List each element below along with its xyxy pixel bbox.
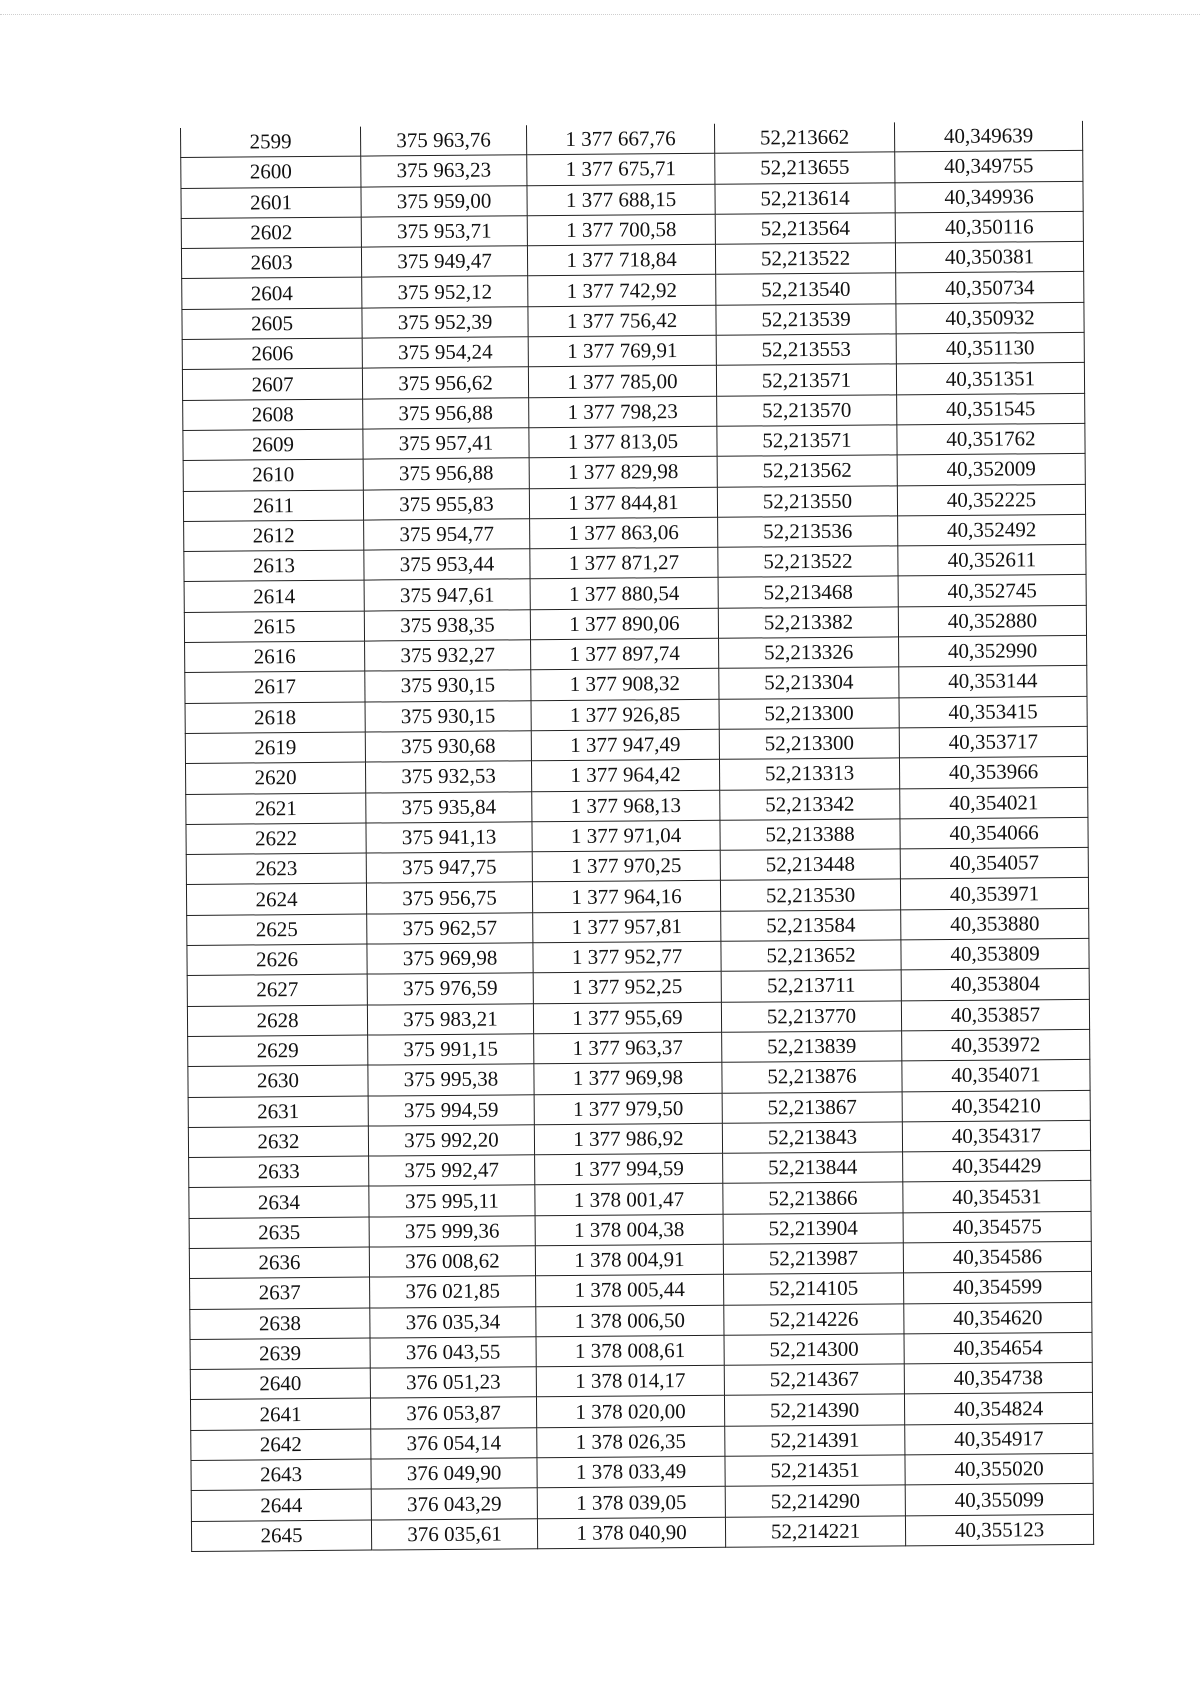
- coordinates-table-body: [180, 121, 1093, 1551]
- point-number-cell: 2615: [184, 611, 364, 643]
- latitude-cell: 52,213522: [718, 546, 898, 578]
- y-coordinate-cell: 1 378 033,49: [537, 1456, 725, 1488]
- longitude-cell: 40,354071: [902, 1060, 1090, 1092]
- x-coordinate-cell: 376 049,90: [371, 1458, 537, 1490]
- latitude-cell: 52,214221: [725, 1516, 905, 1548]
- latitude-cell: 52,213614: [715, 182, 895, 214]
- point-number-cell: 2613: [184, 550, 364, 582]
- longitude-cell: 40,354824: [904, 1393, 1092, 1425]
- y-coordinate-cell: 1 378 020,00: [536, 1396, 724, 1428]
- y-coordinate-cell: 1 378 001,47: [535, 1184, 723, 1216]
- point-number-cell: 2626: [187, 944, 367, 976]
- longitude-cell: 40,353857: [901, 999, 1089, 1031]
- point-number-cell: 2628: [187, 1005, 367, 1037]
- x-coordinate-cell: 375 953,44: [364, 549, 530, 581]
- point-number-cell: 2640: [190, 1368, 370, 1400]
- y-coordinate-cell: 1 377 964,16: [532, 881, 720, 913]
- y-coordinate-cell: 1 377 947,49: [531, 729, 719, 761]
- point-number-cell: 2619: [185, 732, 365, 764]
- point-number-cell: 2603: [181, 247, 361, 279]
- y-coordinate-cell: 1 377 798,23: [529, 396, 717, 428]
- x-coordinate-cell: 375 952,12: [362, 276, 528, 308]
- latitude-cell: 52,213553: [716, 334, 896, 366]
- scan-edge-line: [0, 14, 1200, 15]
- latitude-cell: 52,213300: [719, 698, 899, 730]
- longitude-cell: 40,354317: [902, 1120, 1090, 1152]
- latitude-cell: 52,213655: [715, 152, 895, 184]
- latitude-cell: 52,213342: [720, 788, 900, 820]
- x-coordinate-cell: 376 051,23: [370, 1367, 536, 1399]
- latitude-cell: 52,213662: [714, 122, 894, 153]
- y-coordinate-cell: 1 377 926,85: [531, 699, 719, 731]
- latitude-cell: 52,213382: [718, 607, 898, 639]
- point-number-cell: 2633: [189, 1156, 369, 1188]
- point-number-cell: 2643: [191, 1459, 371, 1491]
- y-coordinate-cell: 1 377 952,25: [533, 972, 721, 1004]
- point-number-cell: 2601: [181, 187, 361, 219]
- y-coordinate-cell: 1 378 026,35: [537, 1426, 725, 1458]
- y-coordinate-cell: 1 377 813,05: [529, 426, 717, 458]
- x-coordinate-cell: 375 995,11: [369, 1185, 535, 1217]
- x-coordinate-cell: 375 932,53: [365, 761, 531, 793]
- x-coordinate-cell: 375 995,38: [368, 1064, 534, 1096]
- latitude-cell: 52,213987: [723, 1243, 903, 1275]
- y-coordinate-cell: 1 377 769,91: [528, 335, 716, 367]
- x-coordinate-cell: 375 947,75: [366, 852, 532, 884]
- point-number-cell: 2621: [186, 793, 366, 825]
- latitude-cell: 52,214300: [724, 1334, 904, 1366]
- y-coordinate-cell: 1 378 004,91: [535, 1244, 723, 1276]
- point-number-cell: 2612: [184, 520, 364, 552]
- y-coordinate-cell: 1 377 963,37: [534, 1032, 722, 1064]
- table-row: [191, 1514, 1093, 1551]
- x-coordinate-cell: 376 021,85: [370, 1276, 536, 1308]
- longitude-cell: 40,350381: [895, 242, 1083, 274]
- y-coordinate-cell: 1 377 897,74: [531, 638, 719, 670]
- latitude-cell: 52,213876: [722, 1061, 902, 1093]
- y-coordinate-cell: 1 377 675,71: [527, 154, 715, 186]
- latitude-cell: 52,213904: [723, 1213, 903, 1245]
- point-number-cell: 2637: [190, 1277, 370, 1309]
- longitude-cell: 40,353804: [901, 969, 1089, 1001]
- x-coordinate-cell: 375 938,35: [364, 610, 530, 642]
- point-number-cell: 2617: [185, 671, 365, 703]
- longitude-cell: 40,355020: [905, 1453, 1093, 1485]
- longitude-cell: 40,354620: [904, 1302, 1092, 1334]
- y-coordinate-cell: 1 378 014,17: [536, 1365, 724, 1397]
- y-coordinate-cell: 1 377 968,13: [532, 790, 720, 822]
- point-number-cell: 2642: [191, 1429, 371, 1461]
- longitude-cell: 40,355123: [905, 1514, 1093, 1546]
- longitude-cell: 40,354021: [900, 787, 1088, 819]
- x-coordinate-cell: 375 999,36: [369, 1215, 535, 1247]
- latitude-cell: 52,214367: [724, 1364, 904, 1396]
- latitude-cell: 52,213540: [716, 273, 896, 305]
- y-coordinate-cell: 1 378 008,61: [536, 1335, 724, 1367]
- longitude-cell: 40,354654: [904, 1332, 1092, 1364]
- point-number-cell: 2636: [189, 1247, 369, 1279]
- point-number-cell: 2605: [182, 308, 362, 340]
- longitude-cell: 40,354575: [903, 1211, 1091, 1243]
- point-number-cell: 2614: [184, 581, 364, 613]
- longitude-cell: 40,354531: [903, 1181, 1091, 1213]
- latitude-cell: 52,213584: [721, 910, 901, 942]
- point-number-cell: 2600: [181, 156, 361, 188]
- coordinates-table: [180, 121, 1094, 1552]
- y-coordinate-cell: 1 378 006,50: [536, 1305, 724, 1337]
- latitude-cell: 52,213304: [719, 667, 899, 699]
- point-number-cell: 2618: [185, 702, 365, 734]
- longitude-cell: 40,352745: [898, 575, 1086, 607]
- longitude-cell: 40,354066: [900, 817, 1088, 849]
- y-coordinate-cell: 1 377 844,81: [529, 487, 717, 519]
- latitude-cell: 52,214351: [725, 1455, 905, 1487]
- x-coordinate-cell: 375 956,62: [362, 367, 528, 399]
- x-coordinate-cell: 376 043,55: [370, 1337, 536, 1369]
- latitude-cell: 52,213866: [723, 1182, 903, 1214]
- y-coordinate-cell: 1 377 969,98: [534, 1062, 722, 1094]
- x-coordinate-cell: 376 054,14: [371, 1428, 537, 1460]
- y-coordinate-cell: 1 377 970,25: [532, 850, 720, 882]
- longitude-cell: 40,353971: [900, 878, 1088, 910]
- x-coordinate-cell: 375 949,47: [361, 246, 527, 278]
- y-coordinate-cell: 1 377 700,58: [527, 214, 715, 246]
- latitude-cell: 52,214290: [725, 1485, 905, 1517]
- latitude-cell: 52,213530: [720, 879, 900, 911]
- longitude-cell: 40,354586: [903, 1241, 1091, 1273]
- longitude-cell: 40,353966: [899, 757, 1087, 789]
- latitude-cell: 52,213562: [717, 455, 897, 487]
- y-coordinate-cell: 1 377 908,32: [531, 669, 719, 701]
- point-number-cell: 2629: [188, 1035, 368, 1067]
- y-coordinate-cell: 1 377 871,27: [530, 547, 718, 579]
- y-coordinate-cell: 1 377 863,06: [530, 517, 718, 549]
- x-coordinate-cell: 375 930,68: [365, 731, 531, 763]
- y-coordinate-cell: 1 377 890,06: [530, 608, 718, 640]
- x-coordinate-cell: 376 035,61: [371, 1518, 537, 1550]
- x-coordinate-cell: 375 932,27: [365, 640, 531, 672]
- y-coordinate-cell: 1 378 040,90: [537, 1517, 725, 1549]
- x-coordinate-cell: 375 957,41: [363, 428, 529, 460]
- x-coordinate-cell: 375 991,15: [368, 1034, 534, 1066]
- latitude-cell: 52,213388: [720, 819, 900, 851]
- longitude-cell: 40,352492: [898, 514, 1086, 546]
- y-coordinate-cell: 1 377 688,15: [527, 184, 715, 216]
- y-coordinate-cell: 1 377 952,77: [533, 941, 721, 973]
- latitude-cell: 52,213550: [717, 485, 897, 517]
- x-coordinate-cell: 375 955,83: [363, 488, 529, 520]
- latitude-cell: 52,213839: [722, 1031, 902, 1063]
- longitude-cell: 40,352880: [898, 605, 1086, 637]
- point-number-cell: 2630: [188, 1065, 368, 1097]
- latitude-cell: 52,213652: [721, 940, 901, 972]
- longitude-cell: 40,355099: [905, 1484, 1093, 1516]
- longitude-cell: 40,351130: [896, 332, 1084, 364]
- latitude-cell: 52,213770: [721, 1000, 901, 1032]
- y-coordinate-cell: 1 377 957,81: [533, 911, 721, 943]
- longitude-cell: 40,353144: [899, 666, 1087, 698]
- latitude-cell: 52,214226: [724, 1303, 904, 1335]
- point-number-cell: 2609: [183, 429, 363, 461]
- point-number-cell: 2604: [182, 278, 362, 310]
- longitude-cell: 40,352990: [899, 635, 1087, 667]
- latitude-cell: 52,213571: [716, 364, 896, 396]
- latitude-cell: 52,213300: [719, 728, 899, 760]
- latitude-cell: 52,213711: [721, 970, 901, 1002]
- x-coordinate-cell: 376 043,29: [371, 1488, 537, 1520]
- longitude-cell: 40,351762: [897, 423, 1085, 455]
- y-coordinate-cell: 1 377 880,54: [530, 578, 718, 610]
- latitude-cell: 52,214105: [724, 1273, 904, 1305]
- point-number-cell: 2631: [188, 1096, 368, 1128]
- x-coordinate-cell: 375 994,59: [368, 1094, 534, 1126]
- latitude-cell: 52,213536: [718, 516, 898, 548]
- y-coordinate-cell: 1 377 742,92: [528, 275, 716, 307]
- x-coordinate-cell: 375 976,59: [367, 973, 533, 1005]
- x-coordinate-cell: 376 035,34: [370, 1306, 536, 1338]
- x-coordinate-cell: 375 963,23: [361, 155, 527, 187]
- y-coordinate-cell: 1 378 004,38: [535, 1214, 723, 1246]
- longitude-cell: 40,353880: [901, 908, 1089, 940]
- latitude-cell: 52,213571: [717, 425, 897, 457]
- longitude-cell: 40,351545: [897, 393, 1085, 425]
- y-coordinate-cell: 1 377 964,42: [531, 760, 719, 792]
- x-coordinate-cell: 375 941,13: [366, 822, 532, 854]
- point-number-cell: 2620: [185, 762, 365, 794]
- x-coordinate-cell: 375 962,57: [367, 912, 533, 944]
- point-number-cell: 2608: [183, 399, 363, 431]
- point-number-cell: 2611: [183, 490, 363, 522]
- point-number-cell: 2599: [180, 127, 360, 158]
- longitude-cell: 40,354738: [904, 1363, 1092, 1395]
- y-coordinate-cell: 1 377 829,98: [529, 457, 717, 489]
- longitude-cell: 40,353809: [901, 938, 1089, 970]
- longitude-cell: 40,349639: [894, 121, 1082, 152]
- longitude-cell: 40,354057: [900, 848, 1088, 880]
- y-coordinate-cell: 1 377 986,92: [534, 1123, 722, 1155]
- x-coordinate-cell: 375 963,76: [360, 125, 526, 156]
- x-coordinate-cell: 375 954,77: [364, 519, 530, 551]
- longitude-cell: 40,353972: [902, 1029, 1090, 1061]
- y-coordinate-cell: 1 378 005,44: [536, 1275, 724, 1307]
- latitude-cell: 52,213843: [722, 1122, 902, 1154]
- longitude-cell: 40,349755: [895, 151, 1083, 183]
- point-number-cell: 2625: [187, 914, 367, 946]
- x-coordinate-cell: 375 992,20: [368, 1125, 534, 1157]
- longitude-cell: 40,350116: [895, 211, 1083, 243]
- y-coordinate-cell: 1 377 718,84: [527, 244, 715, 276]
- point-number-cell: 2622: [186, 823, 366, 855]
- latitude-cell: 52,213570: [717, 395, 897, 427]
- point-number-cell: 2635: [189, 1217, 369, 1249]
- x-coordinate-cell: 375 952,39: [362, 307, 528, 339]
- latitude-cell: 52,214391: [725, 1425, 905, 1457]
- point-number-cell: 2627: [187, 974, 367, 1006]
- longitude-cell: 40,350932: [896, 302, 1084, 334]
- point-number-cell: 2607: [182, 368, 362, 400]
- point-number-cell: 2610: [183, 459, 363, 491]
- y-coordinate-cell: 1 377 971,04: [532, 820, 720, 852]
- y-coordinate-cell: 1 377 667,76: [526, 124, 714, 155]
- longitude-cell: 40,354599: [904, 1272, 1092, 1304]
- x-coordinate-cell: 375 935,84: [366, 791, 532, 823]
- document-page: [180, 121, 1093, 1552]
- point-number-cell: 2602: [181, 217, 361, 249]
- x-coordinate-cell: 375 992,47: [369, 1155, 535, 1187]
- y-coordinate-cell: 1 377 994,59: [535, 1153, 723, 1185]
- x-coordinate-cell: 375 947,61: [364, 579, 530, 611]
- latitude-cell: 52,213326: [719, 637, 899, 669]
- y-coordinate-cell: 1 377 955,69: [533, 1002, 721, 1034]
- longitude-cell: 40,352009: [897, 454, 1085, 486]
- y-coordinate-cell: 1 377 979,50: [534, 1093, 722, 1125]
- y-coordinate-cell: 1 378 039,05: [537, 1487, 725, 1519]
- latitude-cell: 52,214390: [724, 1394, 904, 1426]
- point-number-cell: 2638: [190, 1308, 370, 1340]
- longitude-cell: 40,353415: [899, 696, 1087, 728]
- longitude-cell: 40,351351: [896, 363, 1084, 395]
- point-number-cell: 2644: [191, 1489, 371, 1521]
- x-coordinate-cell: 375 959,00: [361, 185, 527, 217]
- point-number-cell: 2645: [191, 1520, 371, 1552]
- latitude-cell: 52,213522: [715, 243, 895, 275]
- longitude-cell: 40,354917: [905, 1423, 1093, 1455]
- y-coordinate-cell: 1 377 756,42: [528, 305, 716, 337]
- x-coordinate-cell: 375 930,15: [365, 700, 531, 732]
- point-number-cell: 2623: [186, 853, 366, 885]
- point-number-cell: 2624: [186, 883, 366, 915]
- longitude-cell: 40,349936: [895, 181, 1083, 213]
- longitude-cell: 40,352225: [897, 484, 1085, 516]
- latitude-cell: 52,213313: [719, 758, 899, 790]
- longitude-cell: 40,354429: [903, 1150, 1091, 1182]
- x-coordinate-cell: 375 954,24: [362, 337, 528, 369]
- x-coordinate-cell: 375 956,88: [363, 458, 529, 490]
- latitude-cell: 52,213468: [718, 576, 898, 608]
- longitude-cell: 40,353717: [899, 726, 1087, 758]
- longitude-cell: 40,352611: [898, 545, 1086, 577]
- latitude-cell: 52,213564: [715, 213, 895, 245]
- x-coordinate-cell: 375 956,75: [366, 882, 532, 914]
- x-coordinate-cell: 376 008,62: [369, 1246, 535, 1278]
- point-number-cell: 2634: [189, 1186, 369, 1218]
- point-number-cell: 2641: [190, 1399, 370, 1431]
- point-number-cell: 2632: [188, 1126, 368, 1158]
- x-coordinate-cell: 375 956,88: [363, 397, 529, 429]
- latitude-cell: 52,213844: [723, 1152, 903, 1184]
- point-number-cell: 2616: [185, 641, 365, 673]
- point-number-cell: 2639: [190, 1338, 370, 1370]
- latitude-cell: 52,213448: [720, 849, 900, 881]
- x-coordinate-cell: 375 930,15: [365, 670, 531, 702]
- y-coordinate-cell: 1 377 785,00: [528, 366, 716, 398]
- x-coordinate-cell: 375 969,98: [367, 943, 533, 975]
- latitude-cell: 52,213867: [722, 1091, 902, 1123]
- longitude-cell: 40,350734: [896, 272, 1084, 304]
- x-coordinate-cell: 375 953,71: [361, 216, 527, 248]
- x-coordinate-cell: 375 983,21: [367, 1003, 533, 1035]
- point-number-cell: 2606: [182, 338, 362, 370]
- longitude-cell: 40,354210: [902, 1090, 1090, 1122]
- latitude-cell: 52,213539: [716, 304, 896, 336]
- x-coordinate-cell: 376 053,87: [370, 1397, 536, 1429]
